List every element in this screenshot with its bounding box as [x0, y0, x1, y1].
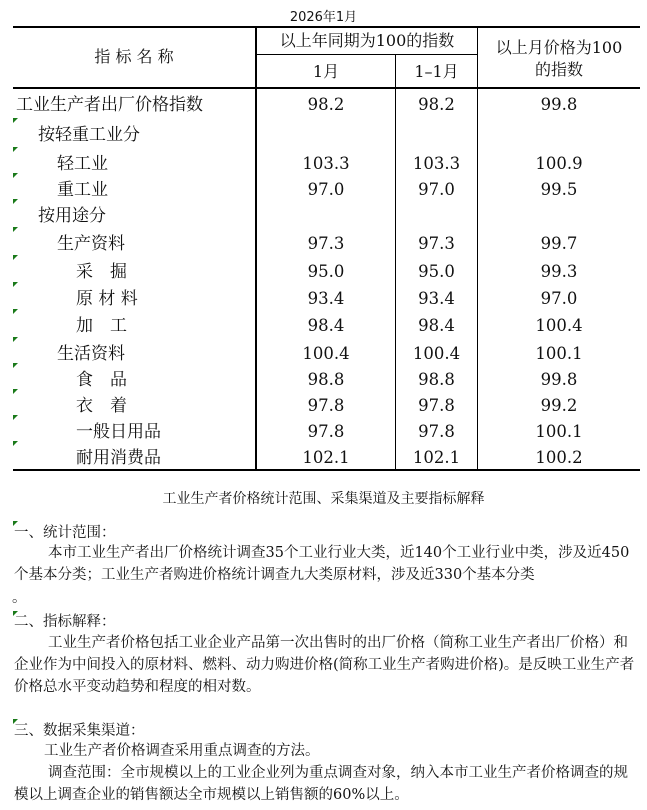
row-label: 按轻重工业分: [38, 125, 140, 145]
value-yoy-cumulative: 97.0: [418, 180, 455, 199]
value-yoy-month: 95.0: [307, 262, 345, 281]
cell-marker-icon: [13, 282, 18, 287]
row-label: 衣 着: [76, 396, 127, 416]
cell-marker-icon: [13, 147, 18, 152]
value-yoy-month: 103.3: [302, 154, 350, 173]
value-yoy-month: 98.2: [307, 95, 345, 114]
table-row: [0, 313, 647, 339]
row-label: 生产资料: [57, 234, 125, 254]
value-mom: 97.0: [540, 289, 578, 308]
value-mom: 99.7: [540, 234, 578, 253]
table-row: [0, 231, 647, 257]
table-row: [0, 393, 647, 419]
row-label: 生活资料: [57, 344, 125, 364]
section-heading-definition: 二、指标解释：: [14, 614, 116, 630]
table-row: [0, 122, 647, 148]
section-text-definition: 工业生产者价格包括工业企业产品第一次出售时的出厂价格（简称工业生产者出厂价格）和企业作为中间投入的原材料、燃料、动力购进价格(简称工业生产者购进价格)。是反映工业生产者价格总水平变动趋势和程度的相对数。: [14, 635, 635, 695]
cell-marker-icon: [13, 337, 18, 342]
value-yoy-cumulative: 97.3: [418, 234, 455, 253]
value-yoy-month: 93.4: [307, 289, 345, 308]
cell-marker-icon: [13, 255, 18, 260]
value-yoy-cumulative: 100.4: [412, 344, 461, 363]
value-mom: 99.8: [540, 370, 578, 389]
table-row: [0, 445, 647, 471]
table-row: [0, 367, 647, 393]
value-yoy-cumulative: 93.4: [418, 289, 455, 308]
header-indicator-name: 指 标 名 称: [94, 47, 174, 66]
value-yoy-cumulative: 103.3: [412, 154, 461, 173]
header-yoy-cumulative: 1–1月: [414, 62, 459, 81]
row-label: 耐用消费品: [76, 448, 161, 468]
value-yoy-month: 100.4: [302, 344, 350, 363]
header-divider: [257, 54, 477, 55]
value-yoy-cumulative: 98.8: [418, 370, 455, 389]
row-label: 一般日用品: [76, 422, 161, 442]
cell-marker-icon: [13, 415, 18, 420]
cell-marker-icon: [13, 227, 18, 232]
cell-marker-icon: [13, 173, 18, 178]
table-row: [0, 341, 647, 367]
value-yoy-cumulative: 97.8: [418, 396, 455, 415]
table-row: [0, 419, 647, 445]
row-label: 采 掘: [76, 262, 127, 282]
value-mom: 100.1: [535, 344, 583, 363]
section-text-method: 工业生产者价格调查采用重点调查的方法。: [44, 743, 320, 759]
section-heading-scope: 一、统计范围：: [14, 525, 116, 541]
table-row: [0, 151, 647, 177]
header-mom-line1: 以上月价格为100: [495, 38, 623, 57]
value-mom: 100.2: [535, 448, 583, 467]
section-text-scope: 本市工业生产者出厂价格统计调查35个工业行业大类，近140个工业行业中类，涉及近450个基本分类；工业生产者购进价格统计调查九大类原材料，涉及近330个基本分类: [14, 545, 630, 583]
value-mom: 99.5: [540, 180, 578, 199]
cell-marker-icon: [13, 309, 18, 314]
header-bottom-border: [13, 87, 640, 89]
cell-marker-icon: [13, 441, 18, 446]
value-yoy-month: 97.0: [307, 180, 345, 199]
value-yoy-cumulative: 95.0: [418, 262, 455, 281]
row-label: 工业生产者出厂价格指数: [16, 95, 203, 115]
table-date: 2026年1月: [289, 10, 358, 25]
table-row: [0, 92, 647, 118]
value-yoy-month: 102.1: [302, 448, 350, 467]
value-mom: 100.9: [535, 154, 583, 173]
value-mom: 99.3: [540, 262, 578, 281]
value-mom: 100.1: [535, 422, 583, 441]
table-top-border: [13, 26, 640, 28]
table-row: [0, 203, 647, 229]
value-yoy-cumulative: 98.4: [418, 316, 455, 335]
header-yoy-month: 1月: [312, 62, 340, 81]
value-mom: 99.8: [540, 95, 578, 114]
section-heading-channel: 三、数据采集渠道：: [14, 723, 145, 739]
section-trailing-period: 。: [12, 590, 27, 606]
section-text-range: 调查范围：全市规模以上的工业企业列为重点调查对象，纳入本市工业生产者价格调查的规模以上调查企业的销售额达全市规模以上销售额的60%以上。: [14, 765, 628, 803]
table-row: [0, 259, 647, 285]
header-mom-line2: 的指数: [534, 60, 583, 79]
row-label: 加 工: [76, 316, 127, 336]
value-yoy-cumulative: 97.8: [418, 422, 455, 441]
value-yoy-month: 97.8: [307, 422, 345, 441]
table-row: [0, 177, 647, 203]
cell-marker-icon: [13, 118, 18, 123]
row-label: 轻工业: [57, 154, 108, 174]
row-label: 重工业: [57, 180, 108, 200]
row-label: 按用途分: [38, 206, 106, 226]
value-yoy-month: 97.8: [307, 396, 345, 415]
notes-title: 工业生产者价格统计范围、采集渠道及主要指标解释: [162, 491, 485, 507]
row-label: 食 品: [76, 370, 127, 390]
cell-marker-icon: [13, 363, 18, 368]
value-yoy-month: 98.8: [307, 370, 345, 389]
value-mom: 99.2: [540, 396, 578, 415]
value-yoy-month: 97.3: [307, 234, 345, 253]
cell-marker-icon: [13, 389, 18, 394]
row-label: 原 材 料: [76, 289, 138, 309]
header-yoy-group: 以上年同期为100的指数: [279, 31, 455, 50]
value-yoy-month: 98.4: [307, 316, 345, 335]
value-mom: 100.4: [535, 316, 583, 335]
table-row: [0, 286, 647, 312]
cell-marker-icon: [13, 199, 18, 204]
value-yoy-cumulative: 102.1: [412, 448, 461, 467]
value-yoy-cumulative: 98.2: [418, 95, 455, 114]
